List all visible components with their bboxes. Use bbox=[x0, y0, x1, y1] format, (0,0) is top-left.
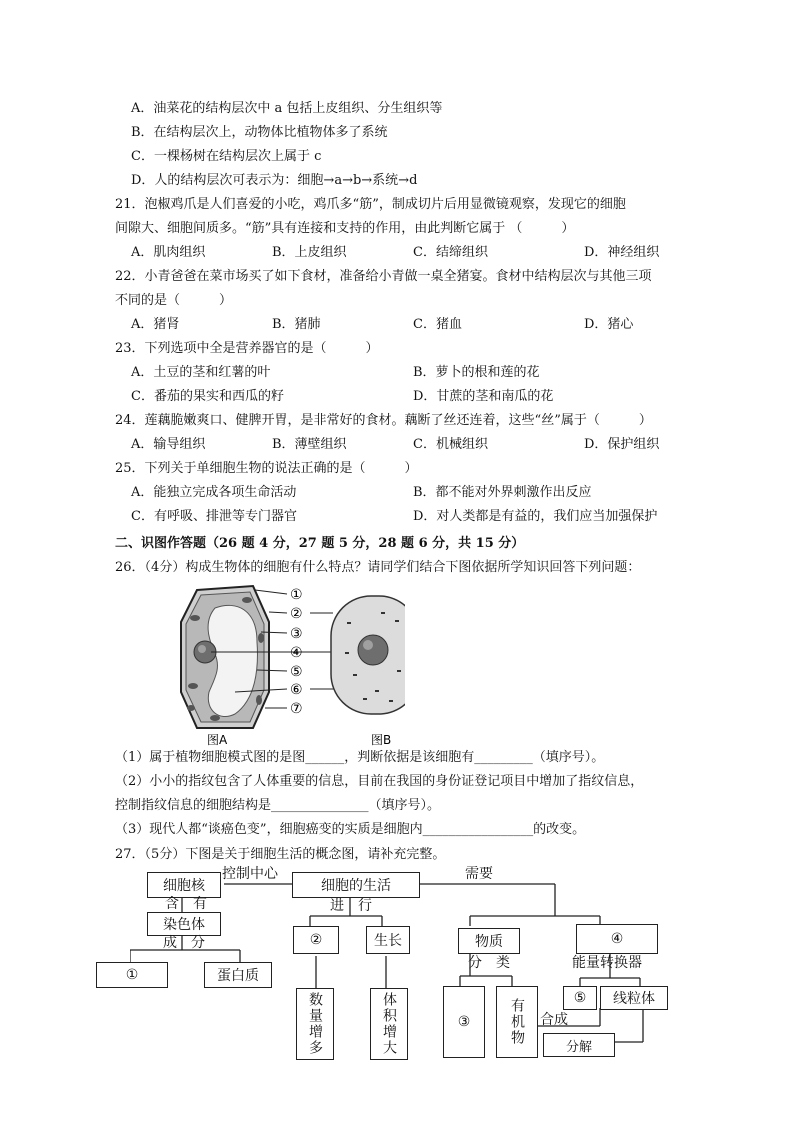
q27-intro: 27．（5分）下图是关于细胞生活的概念图，请补充完整。 bbox=[115, 847, 446, 862]
q22-stem-line2: 不同的是（ ） bbox=[115, 293, 233, 308]
q21-option-b: B．上皮组织 bbox=[272, 245, 347, 260]
synthesis-label: 合成 bbox=[540, 1012, 568, 1028]
q26-intro: 26．（4分）构成生物体的细胞有什么特点？请同学们结合下图依据所学知识回答下列问题： bbox=[115, 560, 641, 575]
contains-label: 含 有 bbox=[165, 896, 207, 912]
q21-option-c: C．结缔组织 bbox=[413, 245, 488, 260]
composition-label: 成 分 bbox=[163, 935, 205, 951]
q21-option-a: A．肌肉组织 bbox=[131, 245, 206, 260]
q24-option-b: B．薄壁组织 bbox=[272, 437, 347, 452]
q23-option-b: B．萝卜的根和莲的花 bbox=[413, 365, 540, 380]
q20-option-c: C．一棵杨树在结构层次上属于 c bbox=[131, 149, 322, 164]
q22-option-c: C．猪血 bbox=[413, 317, 462, 332]
q23-option-d: D．甘蔗的茎和南瓜的花 bbox=[413, 389, 554, 404]
organic-matter-box: 有机物 bbox=[496, 986, 538, 1058]
growth-box: 生长 bbox=[366, 926, 410, 954]
nucleus-box: 细胞核 bbox=[147, 872, 221, 898]
label-1: ① bbox=[290, 587, 303, 603]
cell-diagram bbox=[175, 582, 405, 747]
q22-option-a: A．猪肾 bbox=[131, 317, 180, 332]
animal-nucleus bbox=[358, 635, 388, 665]
chloroplast bbox=[210, 715, 220, 721]
volume-increase-box: 体积增大 bbox=[370, 988, 408, 1060]
label-2: ② bbox=[290, 606, 303, 622]
q25-option-a: A．能独立完成各项生命活动 bbox=[131, 485, 297, 500]
animal-cell-figure bbox=[310, 596, 405, 714]
q21-option-d: D．神经组织 bbox=[584, 245, 660, 260]
matter-box: 物质 bbox=[458, 928, 520, 954]
protein-box: 蛋白质 bbox=[204, 962, 272, 988]
chloroplast bbox=[258, 633, 264, 643]
chloroplast bbox=[187, 705, 195, 711]
q23-option-a: A．土豆的茎和红薯的叶 bbox=[131, 365, 271, 380]
q21-stem-line2: 间隙大、细胞间质多。“筋”具有连接和支持的作用，由此判断它属于 （ ） bbox=[115, 221, 575, 236]
q24-option-d: D．保护组织 bbox=[584, 437, 660, 452]
figure-a-caption: 图A bbox=[207, 733, 228, 747]
q22-stem-line1: 22．小青爸爸在菜市场买了如下食材，准备给小青做一桌全猪宴。食材中结构层次与其他三项 bbox=[115, 269, 652, 284]
q24-stem: 24．莲藕脆嫩爽口、健脾开胃，是非常好的食材。藕断了丝还连着，这些“丝”属于（ ） bbox=[115, 413, 652, 428]
label-3: ③ bbox=[290, 626, 303, 642]
q25-option-b: B．都不能对外界刺激作出反应 bbox=[413, 485, 592, 500]
energy-converter-label: 能量转换器 bbox=[572, 955, 642, 971]
q21-stem-line1: 21．泡椒鸡爪是人们喜爱的小吃，鸡爪多“筋”，制成切片后用显微镜观察，发现它的细胞 bbox=[115, 197, 626, 212]
q25-option-c: C．有呼吸、排泄等专门器官 bbox=[131, 509, 297, 524]
cell-life-box: 细胞的生活 bbox=[292, 872, 420, 898]
number-increase-box: 数量增多 bbox=[296, 988, 334, 1060]
blank-2-box: ② bbox=[293, 926, 339, 954]
chloroplast bbox=[188, 683, 198, 689]
mitochondria-box: 线粒体 bbox=[600, 986, 668, 1010]
label-4: ④ bbox=[290, 645, 303, 661]
blank-3-box: ③ bbox=[443, 986, 485, 1058]
chloroplast bbox=[256, 695, 262, 705]
q26-sub1: （1）属于植物细胞模式图的是图______，判断依据是该细胞有_________（填序号）。 bbox=[115, 750, 605, 765]
q25-stem: 25．下列关于单细胞生物的说法正确的是（ ） bbox=[115, 461, 418, 476]
q22-option-b: B．猪肺 bbox=[272, 317, 321, 332]
q23-option-c: C．番茄的果实和西瓜的籽 bbox=[131, 389, 284, 404]
plant-cell-figure bbox=[181, 586, 269, 728]
q26-sub2-line2: 控制指纹信息的细胞结构是_______________（填序号）。 bbox=[115, 798, 441, 813]
q25-option-d: D．对人类都是有益的，我们应当加强保护 bbox=[413, 509, 658, 524]
chloroplast bbox=[190, 615, 200, 621]
blank-5-box: ⑤ bbox=[563, 986, 597, 1010]
section-2-title: 二、识图作答题（26 题 4 分，27 题 5 分，28 题 6 分，共 15 分） bbox=[115, 536, 525, 551]
label-7: ⑦ bbox=[290, 701, 303, 717]
chloroplast bbox=[242, 597, 252, 603]
needs-label: 需要 bbox=[465, 866, 493, 882]
q20-option-a: A．油菜花的结构层次中 a 包括上皮组织、分生组织等 bbox=[131, 101, 443, 116]
q26-sub3: （3）现代人都“谈癌色变”，细胞癌变的实质是细胞内_________________的改变。 bbox=[115, 822, 586, 837]
q24-option-a: A．输导组织 bbox=[131, 437, 206, 452]
decompose-box: 分解 bbox=[543, 1033, 615, 1057]
blank-4-box: ④ bbox=[576, 924, 658, 954]
label-6: ⑥ bbox=[290, 682, 303, 698]
q22-option-d: D．猪心 bbox=[584, 317, 634, 332]
proceeds-label: 进 行 bbox=[330, 898, 372, 914]
q24-option-c: C．机械组织 bbox=[413, 437, 488, 452]
q20-option-b: B．在结构层次上，动物体比植物体多了系统 bbox=[131, 125, 388, 140]
q20-option-d: D．人的结构层次可表示为：细胞→a→b→系统→d bbox=[131, 173, 418, 188]
q23-stem: 23．下列选项中全是营养器官的是（ ） bbox=[115, 341, 379, 356]
blank-1-box: ① bbox=[96, 962, 168, 988]
chromosome-box: 染色体 bbox=[147, 912, 221, 936]
figure-b-caption: 图B bbox=[371, 733, 392, 747]
classify-label: 分 类 bbox=[468, 955, 510, 971]
label-5: ⑤ bbox=[290, 664, 303, 680]
q26-sub2-line1: （2）小小的指纹包含了人体重要的信息，目前在我国的身份证登记项目中增加了指纹信息， bbox=[115, 774, 644, 789]
control-center-label: 控制中心 bbox=[222, 866, 278, 882]
